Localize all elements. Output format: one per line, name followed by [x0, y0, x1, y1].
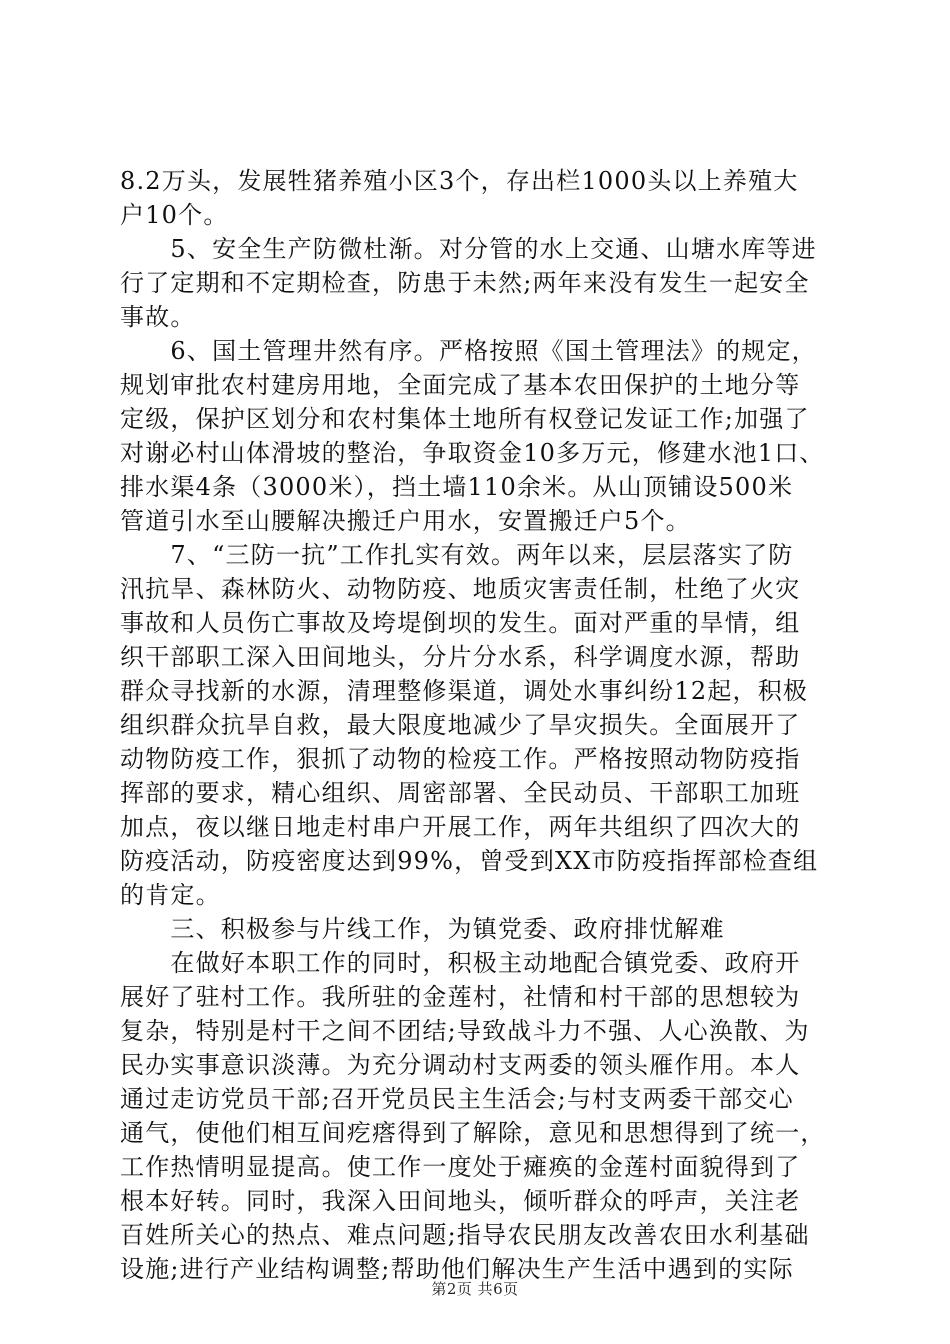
text-line: 规划审批农村建房用地，全面完成了基本农田保护的土地分等 [120, 371, 801, 399]
text-line: 通气，使他们相互间疙瘩得到了解除，意见和思想得到了统一， [120, 1119, 826, 1147]
text-line: 的肯定。 [120, 881, 221, 909]
text-line: 民办实事意识淡薄。为充分调动村支两委的领头雁作用。本人 [120, 1051, 801, 1079]
text-line: 通过走访党员干部;召开党员民主生活会;与村支两委干部交心 [120, 1085, 794, 1113]
text-line: 6、国土管理井然有序。严格按照《国土管理法》的规定， [120, 337, 817, 365]
text-line: 5、安全生产防微杜渐。对分管的水上交通、山塘水库等进 [120, 235, 817, 263]
text-line: 在做好本职工作的同时，积极主动地配合镇党委、政府开 [120, 949, 801, 977]
text-line: 三、积极参与片线工作，为镇党委、政府排忧解难 [120, 915, 725, 943]
text-line: 工作热情明显提高。使工作一度处于瘫痪的金莲村面貌得到了 [120, 1153, 801, 1181]
text-line: 户10个。 [120, 201, 229, 229]
text-line: 管道引水至山腰解决搬迁户用水，安置搬迁户5个。 [120, 507, 691, 535]
text-line: 织干部职工深入田间地头，分片分水系，科学调度水源，帮助 [120, 643, 801, 671]
text-line: 排水渠4条（3000米），挡土墙110余米。从山顶铺设500米 [120, 473, 794, 501]
text-line: 行了定期和不定期检查，防患于未然;两年来没有发生一起安全 [120, 269, 810, 297]
text-line: 事故和人员伤亡事故及垮堤倒坝的发生。面对严重的旱情，组 [120, 609, 801, 637]
text-line: 挥部的要求，精心组织、周密部署、全民动员、干部职工加班 [120, 779, 801, 807]
text-line: 设施;进行产业结构调整;帮助他们解决生产生活中遇到的实际 [120, 1255, 794, 1283]
document-body [120, 164, 832, 1286]
text-line: 复杂，特别是村干之间不团结;导致战斗力不强、人心涣散、为 [120, 1017, 810, 1045]
text-line: 百姓所关心的热点、难点问题;指导农民朋友改善农田水利基础 [120, 1221, 810, 1249]
text-line: 加点，夜以继日地走村串户开展工作，两年共组织了四次大的 [120, 813, 801, 841]
text-line: 事故。 [120, 303, 196, 331]
text-line: 对谢必村山体滑坡的整治，争取资金10多万元，修建水池1口、 [120, 439, 825, 467]
text-line: 展好了驻村工作。我所驻的金莲村，社情和村干部的思想较为 [120, 983, 801, 1011]
text-line: 防疫活动，防疫密度达到99%，曾受到XX市防疫指挥部检查组 [120, 847, 819, 875]
text-line: 群众寻找新的水源，清理整修渠道，调处水事纠纷12起，积极 [120, 677, 809, 705]
text-line: 定级，保护区划分和农村集体土地所有权登记发证工作;加强了 [120, 405, 810, 433]
text-line: 根本好转。同时，我深入田间地头，倾听群众的呼声，关注老 [120, 1187, 801, 1215]
page-footer: 第2页 共6页 [431, 1280, 519, 1298]
text-line: 8.2万头，发展牲猪养殖小区3个，存出栏1000头以上养殖大 [120, 167, 799, 195]
text-line: 汛抗旱、森林防火、动物防疫、地质灾害责任制，杜绝了火灾 [120, 575, 801, 603]
text-line: 动物防疫工作，狠抓了动物的检疫工作。严格按照动物防疫指 [120, 745, 801, 773]
text-line: 组织群众抗旱自救，最大限度地减少了旱灾损失。全面展开了 [120, 711, 801, 739]
text-line: 7、“三防一抗”工作扎实有效。两年以来，层层落实了防 [120, 541, 794, 569]
